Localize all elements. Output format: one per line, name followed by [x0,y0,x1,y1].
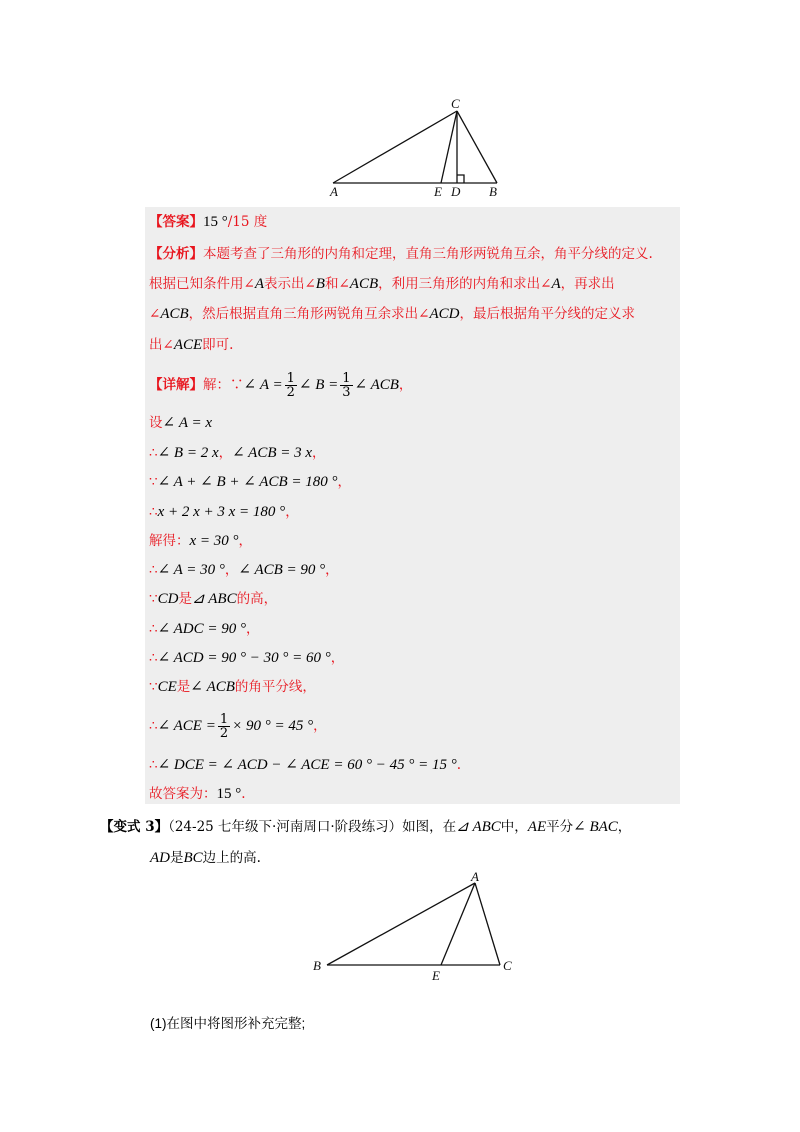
detail-tag: 【详解】 [149,377,203,393]
t: 15 ° [216,786,242,802]
t: ∠ A = [243,377,283,393]
t: x = 30 ° [189,533,239,549]
t: ∴ [149,504,158,520]
t: ∠ [149,306,161,322]
t: × 90 ° = 45 ° [232,718,314,734]
t: A [254,276,264,292]
answer-alt: /15 度 [227,214,268,230]
t: ∠ A = x [162,415,212,431]
t: 是 [170,850,184,866]
t: CE [157,679,177,695]
answer-tag: 【答案】 [149,214,203,230]
answer-value: 15 ° [203,214,228,230]
t: 1 [219,712,229,727]
label-b2: B [313,958,321,973]
fraction-half-2 [218,713,230,740]
t: 中， [500,819,528,835]
t: 平分 [546,819,574,835]
detail-line-9 [149,619,260,639]
t: ， [246,621,260,637]
analysis-line-1 [149,244,653,264]
label-e2: E [432,968,440,983]
t: 的角平分线， [234,679,316,695]
variant-line-2 [150,846,261,867]
detail-line-7 [149,560,339,580]
detail-line-4 [149,472,351,492]
label-b: B [489,184,497,199]
t: ， [312,445,326,461]
segment-ae [441,883,475,965]
detail-line-6 [149,531,252,551]
detail-line-5 [149,502,299,522]
t: 1 [286,371,295,386]
label-e: E [434,184,442,199]
t: 根据已知条件用∠ [149,276,255,292]
t: 2 [219,726,229,741]
t: ， [325,562,339,578]
t: 1 [342,371,351,386]
t: AD [150,850,170,866]
t: ∴ [149,650,158,666]
t: 解得： [149,533,190,549]
detail-line-2 [149,413,212,433]
t: ， [238,533,253,549]
t: ∴ [149,718,158,734]
t: ⊿ ABC [191,591,237,607]
t: ， [398,377,413,393]
t: ，利用三角形的内角和求出∠ [378,276,552,292]
right-angle-mark [457,175,464,183]
t: ∠ ACD = 90 ° − 30 ° = 60 ° [157,650,331,666]
t: 2 [286,385,295,400]
t: B [315,276,325,292]
t: BC [183,850,203,866]
t: ∠ ACB [354,377,399,393]
t: ，再求出 [560,276,615,292]
detail-line-1 [149,372,412,399]
t: 解：∵ [203,377,244,393]
t: 是 [178,591,192,607]
t: ⊿ ABC [456,819,501,835]
t: x + 2 x + 3 x = 180 ° [157,504,286,520]
t: 边上的高. [202,850,261,866]
t: ACB [160,306,189,322]
label-c: C [451,96,460,111]
t: ∠ ACB [190,679,235,695]
detail-line-13 [149,755,461,775]
t: 是 [176,679,191,695]
detail-line-11 [149,677,316,697]
detail-line-10 [149,648,344,668]
t: 的高， [236,591,278,607]
t: ACE [173,337,203,353]
variant-tag: 【变式 3】 [100,819,169,835]
t: 出∠ [149,337,174,353]
t: . [456,757,461,773]
t: 设 [149,415,163,431]
segment-ac [475,883,500,965]
detail-line-8 [149,589,277,609]
t: AE [527,819,547,835]
segment-ba [327,883,475,965]
t: ∴ [149,757,158,773]
segment-ac [333,111,457,183]
t: 即可. [202,337,234,353]
detail-line-14 [149,784,246,804]
t: ∠ A + ∠ B + ∠ ACB = 180 ° [157,474,338,490]
t: ， [617,819,632,835]
t: ∠ ACB = 3 x [232,445,313,461]
t: ∠ B = [298,377,339,393]
t: 故答案为： [149,786,217,802]
t: ， [224,562,239,578]
t: A [551,276,561,292]
t: ， [218,445,233,461]
t: ∠ B = 2 x [157,445,219,461]
t: ∠ DCE = ∠ ACD − ∠ ACE = 60 ° − 45 ° = 15 ° [157,757,457,773]
label-c2: C [503,958,512,973]
t: ∠ ACB = 90 ° [238,562,326,578]
detail-line-12 [149,713,327,740]
fraction-half [285,372,297,399]
analysis-text-1: 本题考查了三角形的内角和定理，直角三角形两锐角互余，角平分线的定义. [203,246,653,262]
answer-line [149,212,267,232]
question-1: (1)在图中将图形补充完整; [150,1016,306,1031]
analysis-tag: 【分析】 [149,246,203,262]
t: ∠ A = 30 ° [157,562,225,578]
label-a2: A [471,869,479,884]
t: ， [313,718,327,734]
t: ∴ [149,621,158,637]
t: ACB [349,276,379,292]
variant-line-1 [100,815,631,836]
t: . [241,786,246,802]
triangle-figure-1 [0,0,800,210]
label-d: D [451,184,461,199]
t: ， [330,650,345,666]
t: 3 [342,385,351,400]
t: ， [285,504,299,520]
fraction-third [340,372,352,399]
t: CD [157,591,179,607]
t: ∠ BAC [573,819,618,835]
t: ∴ [149,445,158,461]
t: ∵ [149,591,158,607]
analysis-line-2 [149,274,615,294]
t: ，最后根据角平分线的定义求 [459,306,635,322]
t: 表示出∠ [263,276,316,292]
t: ，然后根据直角三角形两锐角互余求出∠ [188,306,430,322]
t: ∴ [149,562,158,578]
segment-cb [457,111,497,183]
t: ACD [429,306,460,322]
t: ∠ ADC = 90 ° [157,621,247,637]
t: ∵ [149,679,158,695]
detail-line-3 [149,443,326,463]
t: ， [337,474,352,490]
analysis-line-3 [149,304,635,324]
t: ∠ ACE = [157,718,216,734]
segment-ce [441,111,457,183]
analysis-line-4 [149,335,233,355]
t: ∵ [149,474,158,490]
t: 和∠ [324,276,350,292]
t: （24-25 七年级下·河南周口·阶段练习）如图，在 [168,819,457,835]
label-a: A [330,184,338,199]
